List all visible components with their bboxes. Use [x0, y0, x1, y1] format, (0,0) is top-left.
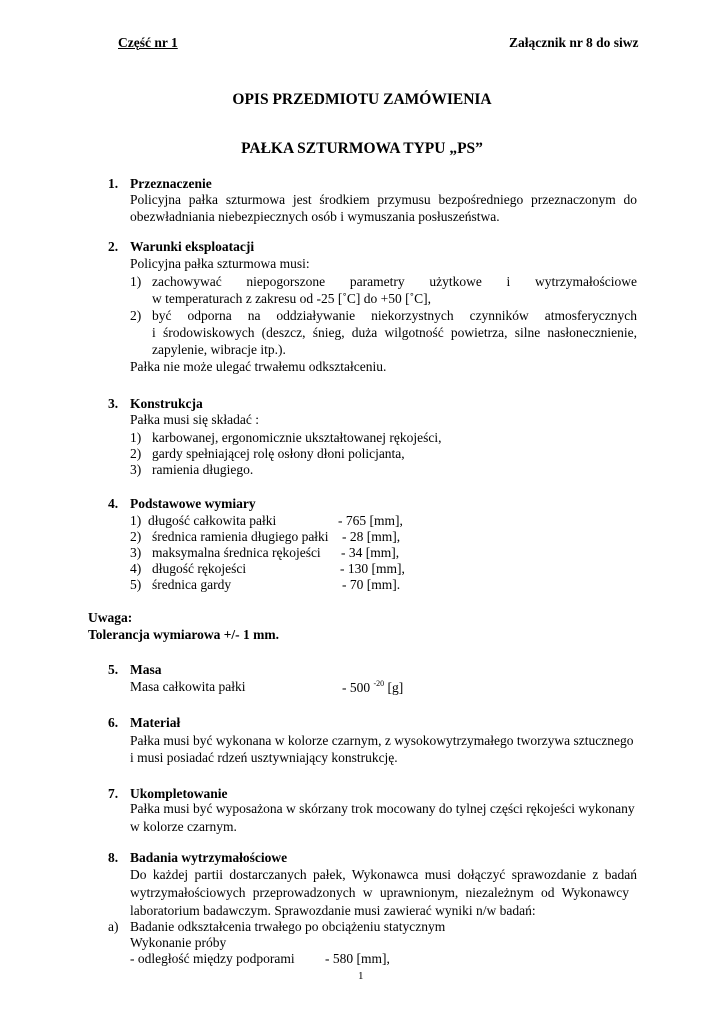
- section-5-heading: Masa: [130, 662, 162, 677]
- section-3-heading: Konstrukcja: [130, 396, 203, 411]
- list-number: 1): [130, 430, 142, 445]
- list-item-text: i środowiskowych (deszcz, śnieg, duża wilgotność powietrza, silne nasłonecznienie,: [152, 325, 637, 340]
- mass-tolerance: -20: [373, 679, 385, 688]
- mass-number: - 500: [342, 680, 371, 695]
- list-item-text: w temperaturach z zakresu od -25 [˚C] do +50 [˚C],: [152, 291, 432, 306]
- section-4-heading: Podstawowe wymiary: [130, 496, 256, 511]
- section-6-number: 6.: [108, 715, 119, 730]
- note-text: Tolerancja wymiarowa +/- 1 mm.: [88, 627, 280, 642]
- list-number: 2): [130, 529, 142, 544]
- list-number: 2): [130, 446, 142, 461]
- section-2-heading: Warunki eksploatacji: [130, 239, 255, 254]
- section-7-heading: Ukompletowanie: [130, 786, 228, 801]
- dimension-label: maksymalna średnica rękojeści: [152, 545, 321, 560]
- list-number: 2): [130, 308, 142, 323]
- section-8-number: 8.: [108, 850, 119, 865]
- section-6-line: Pałka musi być wykonana w kolorze czarnym, z wysokowytrzymałego tworzywa sztucznego: [130, 733, 634, 748]
- test-param-label: - odległość między podporami: [130, 951, 295, 966]
- dimension-label: długość rękojeści: [152, 561, 247, 576]
- section-3-number: 3.: [108, 396, 119, 411]
- dimension-value: - 34 [mm],: [341, 545, 400, 560]
- header-attachment: Załącznik nr 8 do siwz: [509, 35, 639, 50]
- section-2-outro: Pałka nie może ulegać trwałemu odkształceniu.: [130, 359, 387, 374]
- mass-value: [342, 679, 403, 696]
- dimension-label: średnica ramienia długiego pałki: [152, 529, 329, 544]
- page-title: OPIS PRZEDMIOTU ZAMÓWIENIA: [232, 91, 492, 108]
- dimension-value: - 70 [mm].: [342, 577, 401, 592]
- section-2-intro: Policyjna pałka szturmowa musi:: [130, 256, 310, 271]
- subsection-a-letter: a): [108, 919, 119, 934]
- section-2-number: 2.: [108, 239, 119, 254]
- section-5-number: 5.: [108, 662, 119, 677]
- list-number: 1): [130, 274, 142, 289]
- dimension-label: średnica gardy: [152, 577, 232, 592]
- section-8-line: wytrzymałościowych przeprowadzonych w uprawnionym, niezależnym od Wykonawcy: [130, 885, 629, 900]
- section-6-heading: Materiał: [130, 715, 181, 730]
- section-8-line: Do każdej partii dostarczanych pałek, Wykonawca musi dołączyć sprawozdanie z badań: [130, 867, 637, 882]
- section-1-line: obezwładniania niebezpiecznych osób i wymuszania posłuszeństwa.: [130, 209, 500, 224]
- list-item-text: być odporna na oddziaływanie niekorzystnych czynników atmosferycznych: [152, 308, 637, 323]
- section-1-heading: Przeznaczenie: [130, 176, 212, 191]
- list-number: 5): [130, 577, 142, 592]
- section-1-number: 1.: [108, 176, 119, 191]
- section-8-line: laboratorium badawczym. Sprawozdanie musi zawierać wyniki n/w badań:: [130, 903, 536, 918]
- list-item-text: ramienia długiego.: [152, 462, 254, 477]
- section-4-number: 4.: [108, 496, 119, 511]
- test-param-value: - 580 [mm],: [325, 951, 390, 966]
- section-7-line: Pałka musi być wyposażona w skórzany trok mocowany do tylnej części rękojeści wykonany: [130, 801, 635, 816]
- subsection-a-sub: Wykonanie próby: [130, 935, 227, 950]
- list-item-text: gardy spełniającej rolę osłony dłoni policjanta,: [152, 446, 405, 461]
- dimension-label: długość całkowita pałki: [148, 513, 277, 528]
- list-number: 1): [130, 513, 142, 528]
- mass-unit: [g]: [384, 680, 404, 695]
- list-number: 3): [130, 545, 142, 560]
- subsection-a-title: Badanie odkształcenia trwałego po obciążeniu statycznym: [130, 919, 446, 934]
- list-item-text: zachowywać niepogorszone parametry użytkowe i wytrzymałościowe: [152, 274, 637, 289]
- header-part-number: Część nr 1: [118, 35, 178, 50]
- section-6-line: i musi posiadać rdzeń usztywniający konstrukcję.: [130, 750, 398, 765]
- section-8-heading: Badania wytrzymałościowe: [130, 850, 288, 865]
- list-item-text: zapylenie, wibracje itp.).: [152, 342, 286, 357]
- section-7-number: 7.: [108, 786, 119, 801]
- section-7-line: w kolorze czarnym.: [130, 819, 237, 834]
- mass-label: Masa całkowita pałki: [130, 679, 246, 694]
- page-number: 1: [358, 970, 364, 982]
- list-number: 3): [130, 462, 142, 477]
- dimension-value: - 765 [mm],: [338, 513, 403, 528]
- dimension-value: - 28 [mm],: [342, 529, 401, 544]
- section-1-line: Policyjna pałka szturmowa jest środkiem przymusu bezpośredniego przeznaczonym do: [130, 192, 637, 207]
- dimension-value: - 130 [mm],: [340, 561, 405, 576]
- section-3-intro: Pałka musi się składać :: [130, 412, 259, 427]
- page-subtitle: PAŁKA SZTURMOWA TYPU „PS”: [241, 140, 483, 157]
- note-label: Uwaga:: [88, 610, 133, 625]
- list-item-text: karbowanej, ergonomicznie ukształtowanej rękojeści,: [152, 430, 442, 445]
- list-number: 4): [130, 561, 142, 576]
